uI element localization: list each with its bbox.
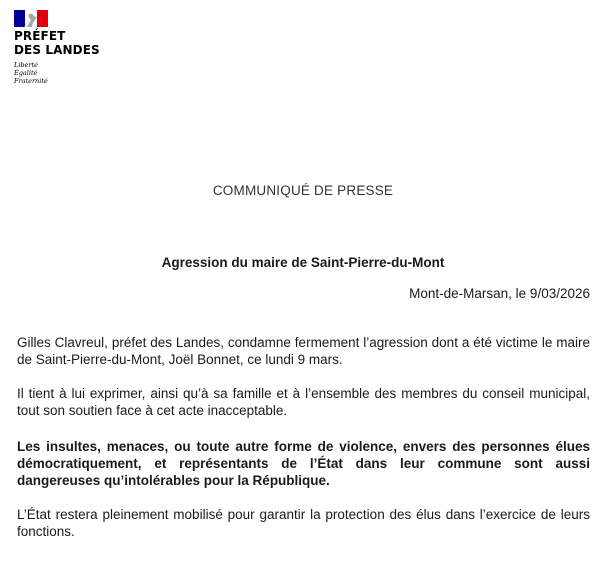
paragraph-condemnation: Gilles Clavreul, préfet des Landes, condamne fermement l’agression dont a été victime le maire de Saint-Pierre-du-Mont, Joël Bonnet, ce lundi 9 mars.	[17, 335, 590, 367]
dateline: Mont-de-Marsan, le 9/03/2026	[409, 286, 590, 301]
motto-fraternite: Fraternité	[14, 77, 48, 85]
paragraph-support: Il tient à lui exprimer, ainsi qu’à sa famille et à l’ensemble des membres du conseil municipal, tout son soutien face à cet acte inacceptable.	[17, 386, 590, 418]
prefecture-name-line2: DES LANDES	[14, 43, 100, 57]
prefecture-name-line1: PRÉFET	[14, 29, 66, 43]
republic-motto	[14, 61, 48, 85]
motto-egalite: Égalité	[14, 69, 38, 77]
marianne-flag-icon	[14, 10, 48, 27]
paragraph-violence-statement: Les insultes, menaces, ou toute autre forme de violence, envers des personnes élues démocratiquement, et représentants de l’État dans leur commune sont aussi dangereuses qu’intolérables pour la République.	[17, 439, 590, 488]
document-type: COMMUNIQUÉ DE PRESSE	[212, 183, 394, 198]
paragraph-state-commitment: L’État restera pleinement mobilisé pour garantir la protection des élus dans l’exercice de leurs fonctions.	[17, 507, 590, 539]
prefecture-name	[14, 29, 100, 57]
press-release-title: Agression du maire de Saint-Pierre-du-Mont	[161, 255, 445, 270]
motto-liberte: Liberté	[14, 61, 38, 69]
